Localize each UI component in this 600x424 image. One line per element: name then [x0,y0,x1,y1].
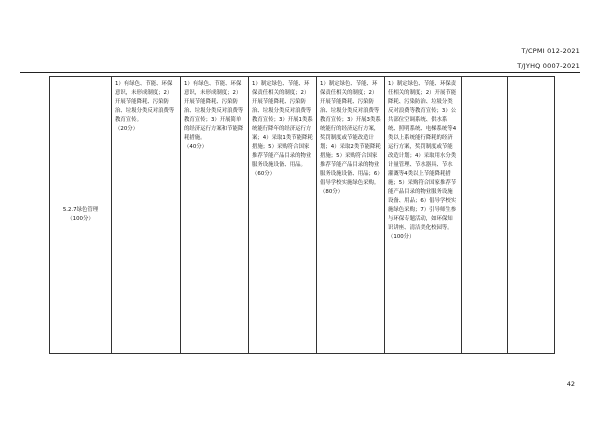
level-2-score: （40分） [184,144,208,150]
level-3-cell [249,77,317,354]
level-2-text: 1）有绿色、节能、环保意识，未形成制度；2）开展节能降耗、污染防治、垃圾分类反对浪费等教育宣传；3）开展简单的经济运行方案和节能降耗措施。 [184,81,244,141]
item-name: 5.2.7绿色管理 [62,207,99,213]
level-3-score: （60分） [252,171,276,177]
level-1-text: 1）有绿色、节能、环保意识，未形成制度；2）开展节能降耗、污染防治、垃圾分类反对浪费等教育宣传。 [115,81,175,123]
level-3-text: 1）制定绿色、节能、环保责任相关的制度；2）开展节能降耗、污染防治、垃圾分类反对浪费等教育宣传；3）开展1类系统能行降年的经济运行方案；4）采取1类节能降耗措施；5）采购符合国家推荐节能产品目录的物业服务设施设备、用品。 [252,81,313,168]
table-row [50,77,555,354]
evaluation-table [49,76,555,354]
item-cell [50,77,112,354]
item-score: （100分） [67,216,94,222]
header-rule [20,72,580,73]
empty-cell-1 [462,77,508,354]
page-number: 42 [566,380,575,388]
level-5-text: 1）制定绿色、节能、环保责任相关的制度；2）开展节能降耗、污染防治、垃圾分类反对浪费等教育宣传；3）公共部位空调系统、供水系统、照明系统、电梯系统等4类以上系统能行降耗的经济运行方案，奖罚制度或节能改造计划；4）采取用水分类计量管理、节水器具、节水灌溉等4类以上节能降耗措施；5）采购符合国家推荐节能产品目录的物业服务设施设备、用品；6）倡导学校实施绿色采购；7）引导师生参与环保专题活动，如环保知识讲座、清洁美化校园等。 [388,81,457,231]
level-5-score: （100分） [388,234,415,240]
document-code-2: T/JYHQ 0007-2021 [517,62,580,70]
empty-cell-2 [508,77,555,354]
level-2-cell [181,77,249,354]
document-code-1: T/CPMI 012-2021 [521,47,580,55]
level-4-cell [317,77,385,354]
level-1-score: （20分） [115,126,139,132]
level-5-cell [385,77,462,354]
level-4-score: （80分） [320,189,344,195]
level-1-cell [112,77,181,354]
level-4-text: 1）制定绿色、节能、环保责任相关的制度；2）开展节能降耗、污染防治、垃圾分类反对浪费等教育宣传；3）开展3类系统能行的经济运行方案，奖罚制度或节能改造计划；4）采取2类节能降耗措施；5）采购符合国家推荐节能产品目录的物业服务设施设备、用品；6）倡导学校实施绿色采购。 [320,81,381,186]
